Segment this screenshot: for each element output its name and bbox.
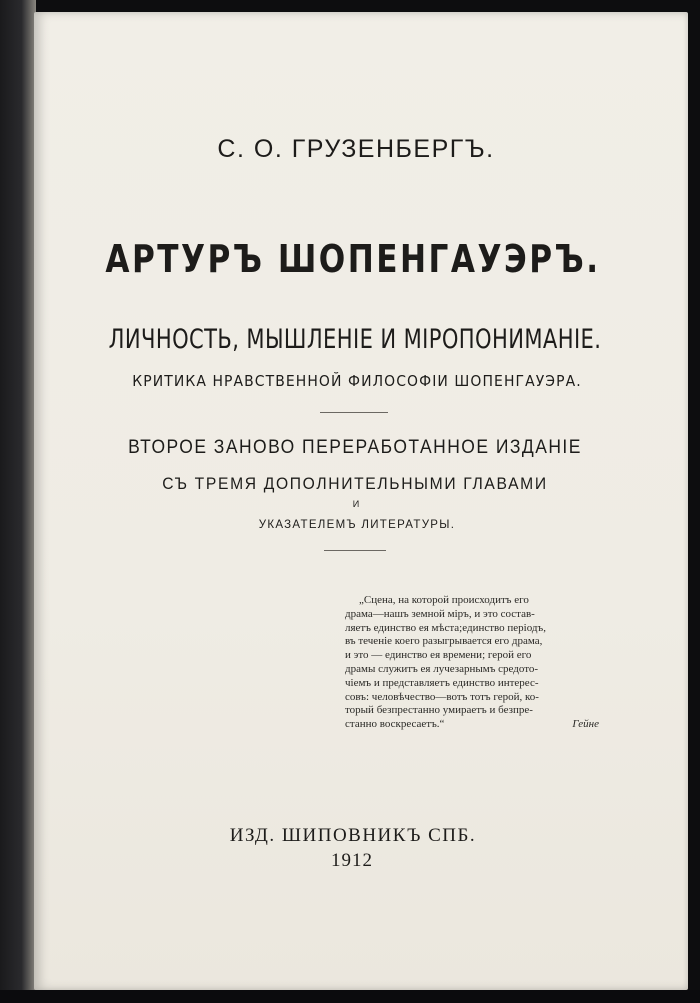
conjunction: И	[352, 499, 360, 509]
index-line: УКАЗАТЕЛЕМЪ ЛИТЕРАТУРЫ.	[258, 519, 456, 531]
title-page	[34, 12, 688, 990]
epigraph-line: драма—нашъ земной міръ, и это состав-	[345, 607, 535, 620]
critique-line: КРИТИКА НРАВСТВЕННОЙ ФИЛОСОФІИ ШОПЕНГАУЭРА.	[132, 372, 582, 390]
publisher: ИЗД. ШИПОВНИКЪ СПБ.	[229, 825, 477, 846]
epigraph-line: и это — единство ея времени; герой его	[345, 649, 532, 662]
epigraph-line: станно воскресаетъ.“	[345, 718, 445, 731]
author-name: С. О. ГРУЗЕНБЕРГЪ.	[217, 135, 495, 163]
epigraph-line: торый безпрестанно умираетъ и безпре-	[345, 704, 533, 717]
divider-rule	[324, 550, 386, 551]
chapters-line: СЪ ТРЕМЯ ДОПОЛНИТЕЛЬНЫМИ ГЛАВАМИ	[162, 474, 548, 493]
publication-year: 1912	[331, 850, 373, 871]
epigraph-line: драмы служитъ ея лучезарнымъ средото-	[345, 662, 539, 675]
book-title: АРТУРЪ ШОПЕНГАУЭРЪ.	[105, 237, 601, 281]
divider-rule	[320, 412, 388, 413]
epigraph-line: чіемъ и представляетъ единство интерес-	[345, 676, 539, 689]
epigraph-line: въ теченіе коего разыгрывается его драма,	[345, 635, 543, 648]
book-subtitle: ЛИЧНОСТЬ, МЫШЛЕНІЕ И МІРОПОНИМАНІЕ.	[108, 324, 602, 355]
epigraph-line: ляетъ единство ея мѣста;единство періодъ,	[345, 621, 546, 634]
epigraph	[345, 594, 617, 732]
background-edge	[0, 990, 700, 1003]
epigraph-last-line	[345, 718, 617, 732]
edition-line: ВТОРОЕ ЗАНОВО ПЕРЕРАБОТАННОЕ ИЗДАНІЕ	[128, 437, 582, 458]
epigraph-author: Гейне	[572, 718, 599, 731]
epigraph-line: „Сцена, на которой происходитъ его	[359, 594, 529, 606]
epigraph-line: совъ: человѣчество—вотъ тотъ герой, ко-	[345, 690, 539, 703]
